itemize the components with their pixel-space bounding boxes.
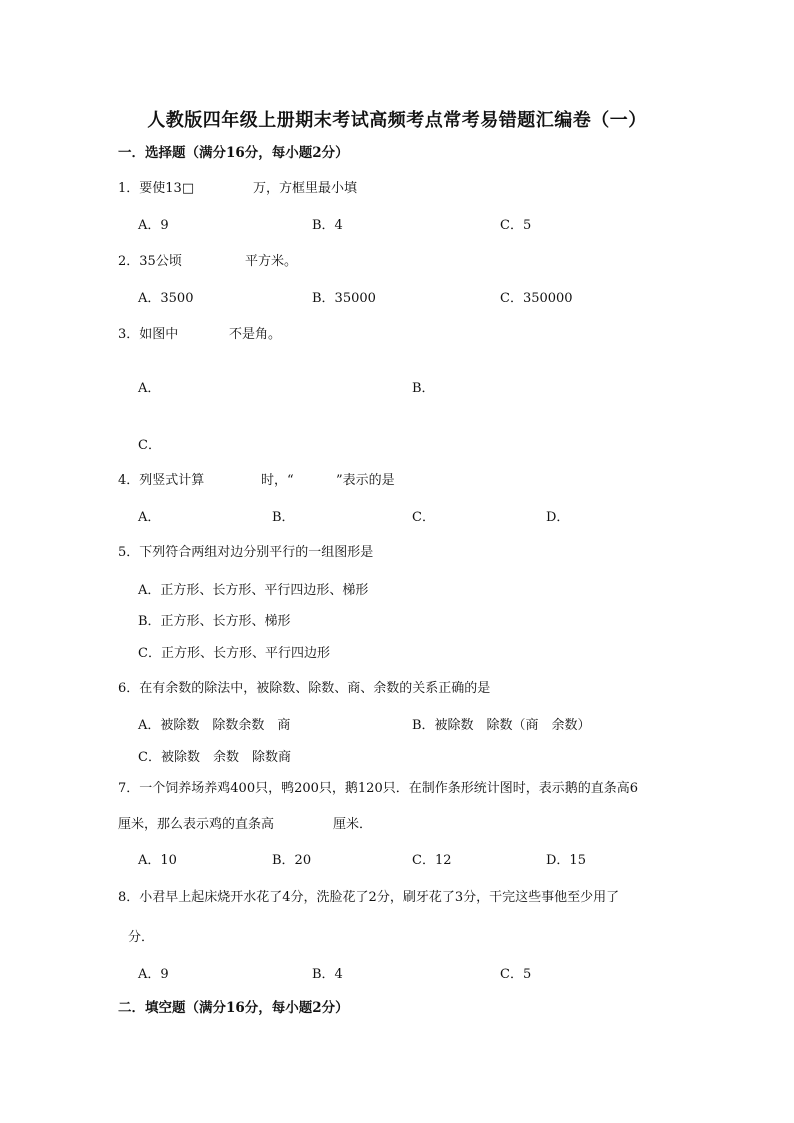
question-1-option-c[interactable]: C．5 xyxy=(500,218,532,233)
question-8-stem-line2: 分． xyxy=(128,930,155,945)
question-6-option-b[interactable]: B．被除数 除数（商 余数） xyxy=(412,718,591,733)
question-2-stem-tail: 平方米。 xyxy=(245,254,298,269)
question-6-option-a[interactable]: A．被除数 除数余数 商 xyxy=(138,718,291,733)
question-8-option-a[interactable]: A．9 xyxy=(138,967,169,982)
page-title: 人教版四年级上册期末考试高频考点常考易错题汇编卷（一） xyxy=(147,110,647,131)
question-2-stem: 2．35公顷 xyxy=(118,254,182,269)
question-5-option-c[interactable]: C．正方形、长方形、平行四边形 xyxy=(138,646,330,661)
question-4-option-d[interactable]: D． xyxy=(546,510,570,525)
question-6-option-c[interactable]: C．被除数 余数 除数商 xyxy=(138,750,291,765)
question-7-stem: 7．一个饲养场养鸡400只，鸭200只，鹅120只．在制作条形统计图时，表示鹅的直条高6 xyxy=(118,781,638,796)
question-3-option-c[interactable]: C． xyxy=(138,438,161,453)
question-3-option-b[interactable]: B． xyxy=(412,381,435,396)
question-7-option-d[interactable]: D．15 xyxy=(546,853,586,868)
question-1-stem-tail: 万，方框里最小填 xyxy=(253,181,358,196)
question-4-option-b[interactable]: B． xyxy=(272,510,295,525)
question-4-option-c[interactable]: C． xyxy=(412,510,435,525)
question-7-stem-line2: 厘米，那么表示鸡的直条高 xyxy=(118,817,275,832)
question-1-stem: 1．要使13□ xyxy=(118,181,195,196)
question-6-stem: 6．在有余数的除法中，被除数、除数、商、余数的关系正确的是 xyxy=(118,681,491,696)
question-2-option-b[interactable]: B．35000 xyxy=(312,291,376,306)
question-4-stem: 4．列竖式计算 xyxy=(118,473,205,488)
question-5-option-b[interactable]: B．正方形、长方形、梯形 xyxy=(138,614,291,629)
question-4-option-a[interactable]: A． xyxy=(138,510,161,525)
question-2-option-c[interactable]: C．350000 xyxy=(500,291,573,306)
question-8-option-b[interactable]: B．4 xyxy=(312,967,343,982)
question-5-option-a[interactable]: A．正方形、长方形、平行四边形、梯形 xyxy=(138,583,369,598)
question-7-option-b[interactable]: B．20 xyxy=(272,853,312,868)
question-2-option-a[interactable]: A．3500 xyxy=(138,291,194,306)
question-3-option-a[interactable]: A． xyxy=(138,381,161,396)
question-4-stem-tail: ”表示的是 xyxy=(336,473,395,488)
section-heading-fill: 二．填空题（满分16分，每小题2分） xyxy=(118,1000,349,1016)
question-8-option-c[interactable]: C．5 xyxy=(500,967,532,982)
question-7-option-a[interactable]: A．10 xyxy=(138,853,177,868)
question-7-option-c[interactable]: C．12 xyxy=(412,853,452,868)
question-3-stem-tail: 不是角。 xyxy=(229,327,282,342)
question-1-option-b[interactable]: B．4 xyxy=(312,218,343,233)
question-4-stem-mid: 时，“ xyxy=(261,473,294,488)
question-5-stem: 5．下列符合两组对边分别平行的一组图形是 xyxy=(118,545,374,560)
question-8-stem: 8．小君早上起床烧开水花了4分，洗脸花了2分，刷牙花了3分，干完这些事他至少用了 xyxy=(118,890,620,905)
question-1-option-a[interactable]: A．9 xyxy=(138,218,169,233)
question-7-stem-tail: 厘米． xyxy=(333,817,373,832)
section-heading-choice: 一．选择题（满分16分，每小题2分） xyxy=(118,145,349,161)
question-3-stem: 3．如图中 xyxy=(118,327,179,342)
